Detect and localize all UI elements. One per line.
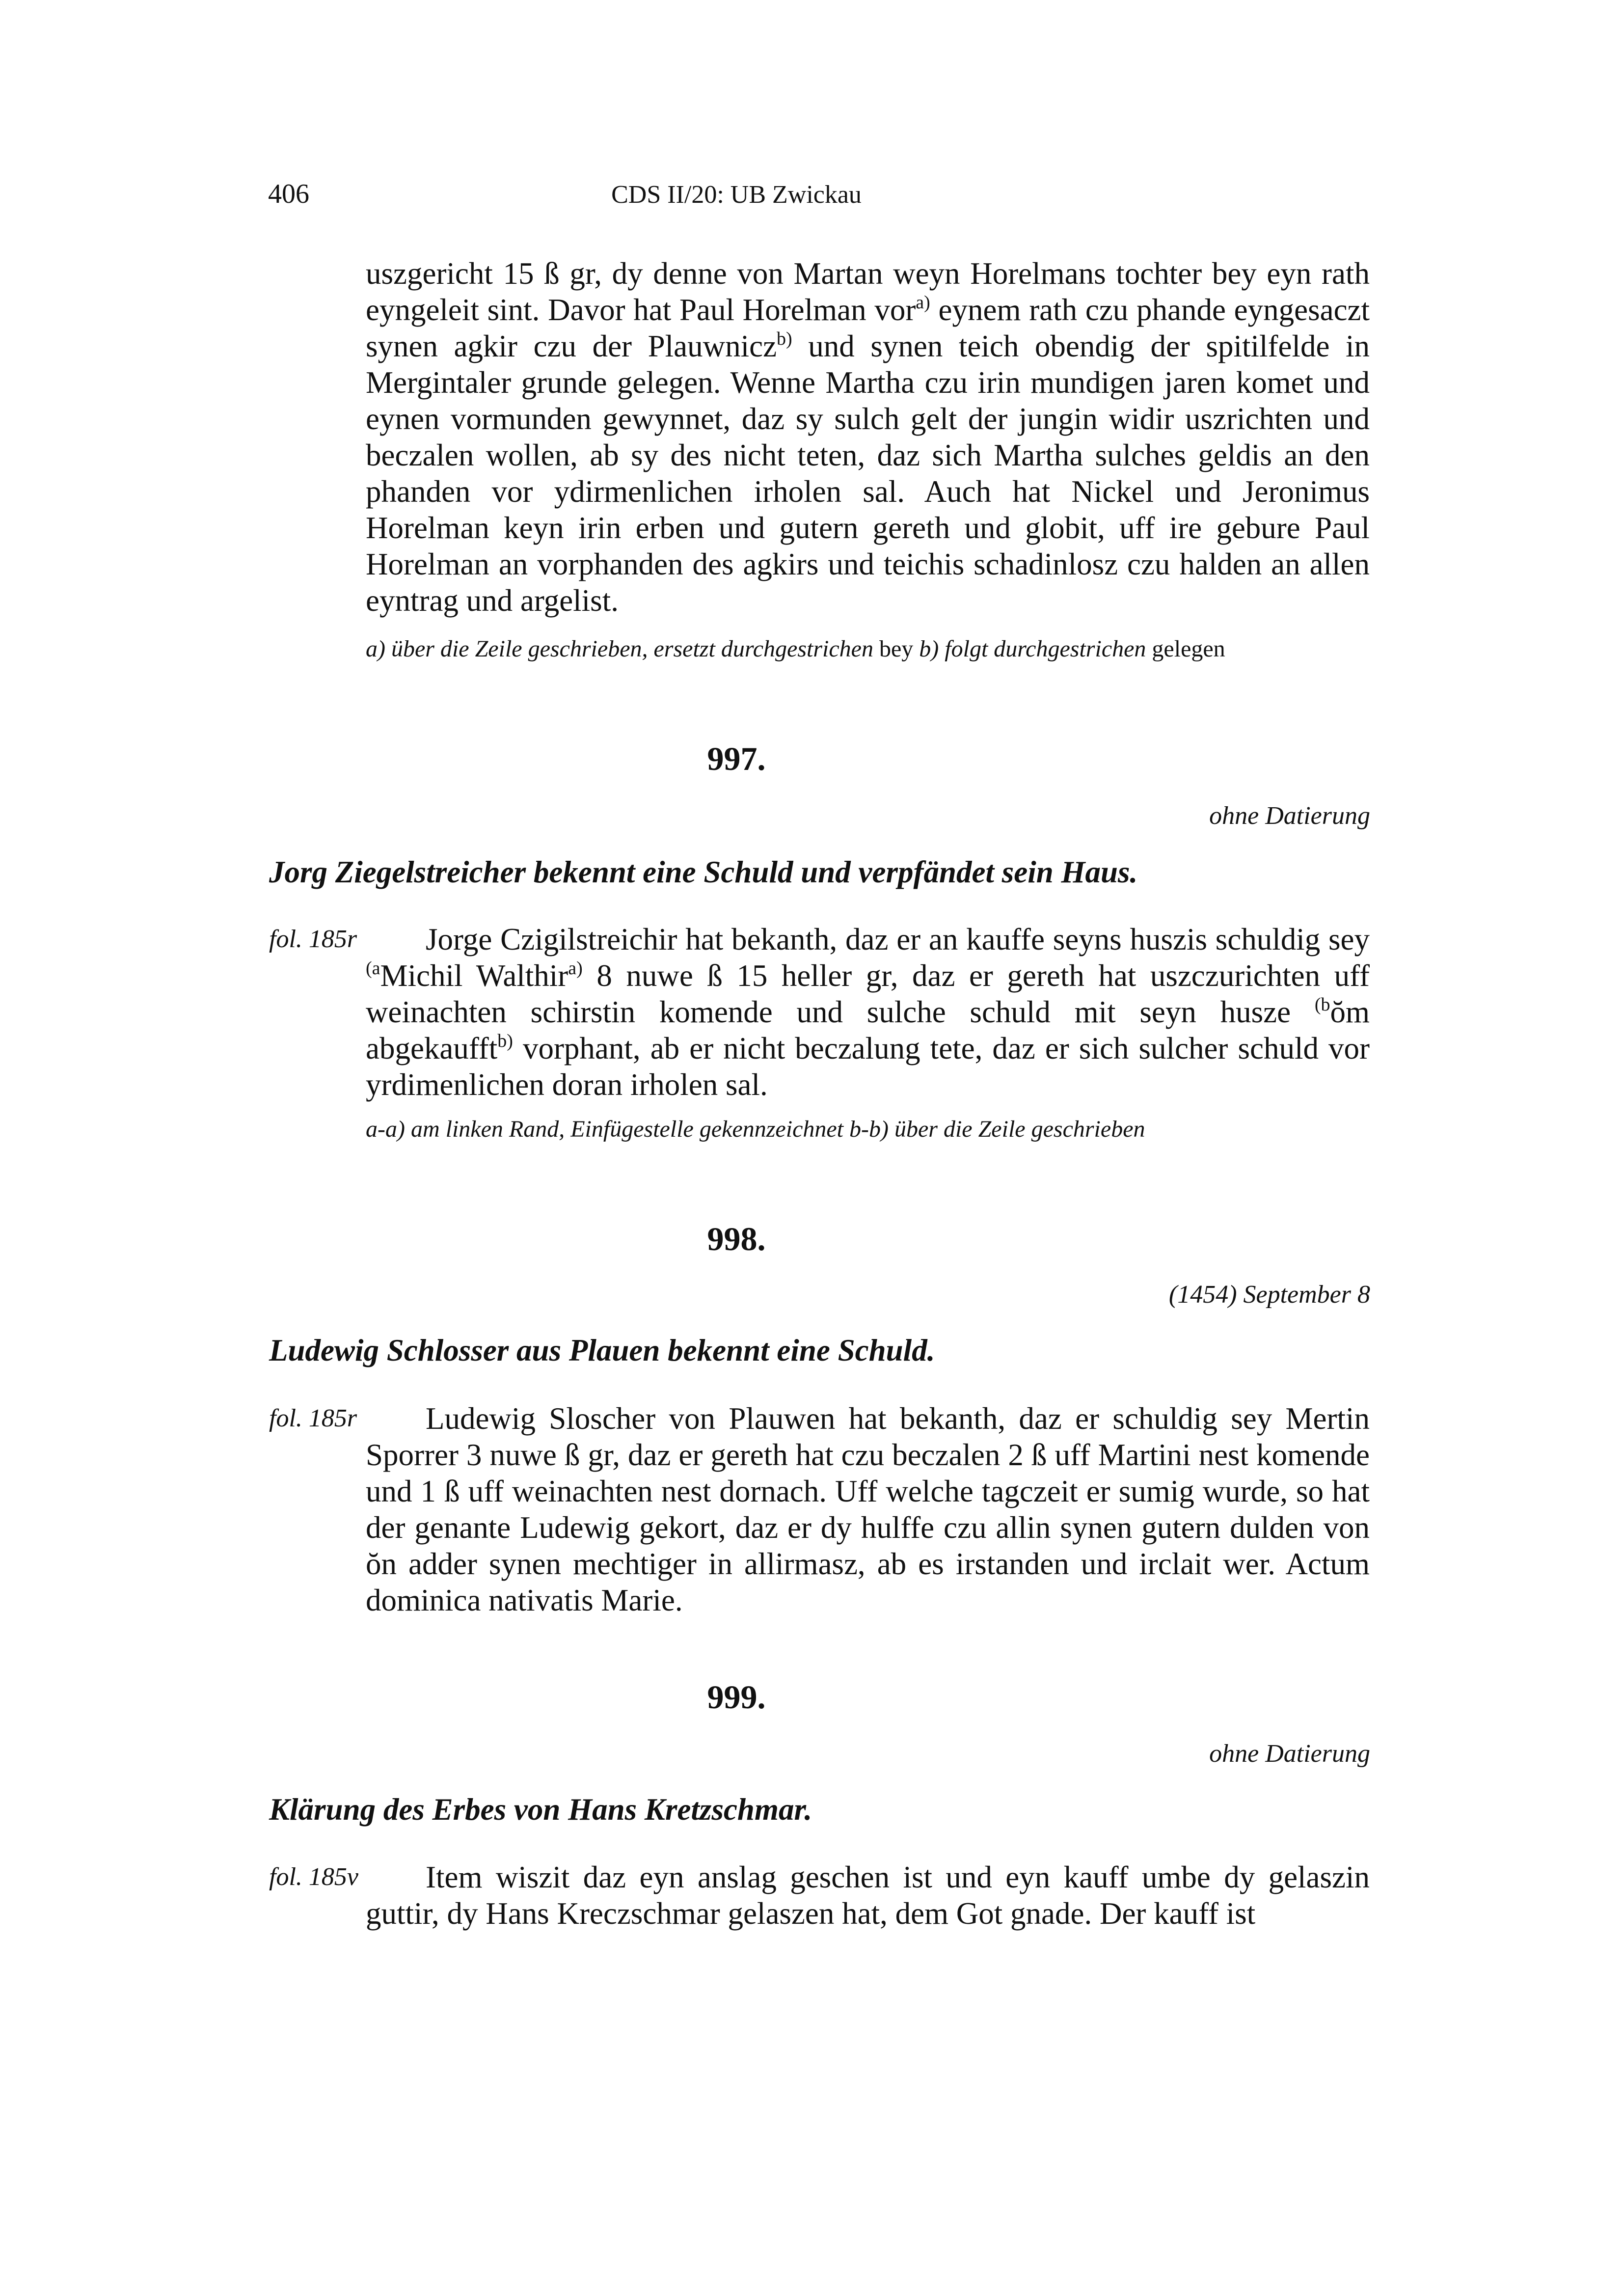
entry-footnote: a-a) am linken Rand, Einfügestelle gekennzeichnet b-b) über die Zeile geschrieben: [366, 1116, 1145, 1142]
folio-reference: fol. 185v: [269, 1863, 358, 1891]
entry-date: ohne Datierung: [1209, 1740, 1370, 1768]
entry-paragraph: [366, 1400, 1370, 1618]
continuation-text-3: und synen teich obendig der spitilfelde in Mergintaler grunde gelegen. Wenne Martha czu irin mundigen jaren komet und eynen vormunden gewynnet, daz sy sulch gelt der jungin widir uszrichten und beczalen wollen, ab sy des nicht teten, daz sich Martha sulches geldis an den phanden vor ydirmenlichen irholen sal. Auch hat Nickel und Jeronimus Horelman keyn irin erben und gutern gereth und globit, uff ire gebure Paul Horelman an vorphanden des agkirs und teichis schadinlosz czu halden an allen eyntrag und argelist.: [366, 329, 1370, 618]
page-number: 406: [268, 179, 309, 209]
footnote-marker-close-a: a): [568, 958, 583, 979]
footnote-marker-close-b: b): [497, 1031, 513, 1051]
entry-text: Item wiszit daz eyn anslag geschen ist und eyn kauff umbe dy gelaszin guttir, dy Hans Kreczschmar gelaszen hat, dem Got gnade. Der kauff ist: [366, 1860, 1370, 1931]
footnote-marker-a: a): [916, 292, 930, 313]
entry-paragraph: [366, 921, 1370, 1103]
entry-text-3: 8 nuwe ß 15 heller gr, daz er gereth hat uszczurichten uff weinachten schirstin komende und sulche schuld mit seyn husze: [366, 958, 1370, 1029]
entry-number: 997.: [707, 740, 766, 777]
entry-text-4: ŏm abgekaufft: [366, 995, 1370, 1066]
continuation-text-2: eynem rath czu phande eyngesaczt synen agkir czu der Plauwnicz: [366, 293, 1370, 363]
footnote-marker-open-b: (b: [1314, 994, 1330, 1015]
running-title: CDS II/20: UB Zwickau: [611, 181, 862, 209]
entry-date: (1454) September 8: [1168, 1281, 1370, 1309]
entry-number: 999.: [707, 1678, 766, 1716]
footnote-a-word: bey: [873, 636, 920, 662]
entry-text: Ludewig Sloscher von Plauwen hat bekanth, daz er schuldig sey Mertin Sporrer 3 nuwe ß gr, daz er gereth hat czu beczalen 2 ß uff Martini nest komende und 1 ß uff weinachten nest dornach. Uff welche tagczeit er sumig wurde, so hat der genante Ludewig gekort, daz er dy hulffe czu allin synen gutern dulden von ŏn adder synen mechtiger in allirmasz, ab es irstanden und irclait wer. Actum dominica nativatis Marie.: [366, 1401, 1370, 1617]
continuation-paragraph: [366, 255, 1370, 619]
footnote-b-note: b) folgt durchgestrichen: [919, 636, 1146, 662]
continuation-text-1: uszgericht 15 ß gr, dy denne von Martan weyn Horelmans tochter bey eyn rath eyngeleit sint. Davor hat Paul Horelman vor: [366, 256, 1370, 327]
folio-reference: fol. 185r: [269, 1404, 357, 1432]
footnote-marker-open-a: (a: [366, 958, 380, 979]
entry-text-5: vorphant, ab er nicht beczalung tete, daz er sich sulcher schuld vor yrdimenlichen doran irholen sal.: [366, 1031, 1370, 1102]
footnote-a-note: a) über die Zeile geschrieben, ersetzt durchgestrichen: [366, 636, 873, 662]
entry-date: ohne Datierung: [1209, 802, 1370, 830]
entry-text-2: Michil Walthir: [380, 958, 568, 993]
entry-paragraph: [366, 1859, 1370, 1932]
continuation-footnote: [366, 634, 1387, 664]
footnote-marker-b: b): [777, 328, 792, 349]
entry-text-1: Jorge Czigilstreichir hat bekanth, daz er an kauffe seyns huszis schuldig sey: [426, 922, 1370, 957]
entry-number: 998.: [707, 1220, 766, 1257]
footnote-b-word: gelegen: [1146, 636, 1225, 662]
folio-reference: fol. 185r: [269, 925, 357, 953]
entry-title: Ludewig Schlosser aus Plauen bekennt eine Schuld.: [269, 1333, 935, 1367]
entry-title: Klärung des Erbes von Hans Kretzschmar.: [269, 1792, 812, 1827]
entry-title: Jorg Ziegelstreicher bekennt eine Schuld und verpfändet sein Haus.: [269, 855, 1138, 889]
